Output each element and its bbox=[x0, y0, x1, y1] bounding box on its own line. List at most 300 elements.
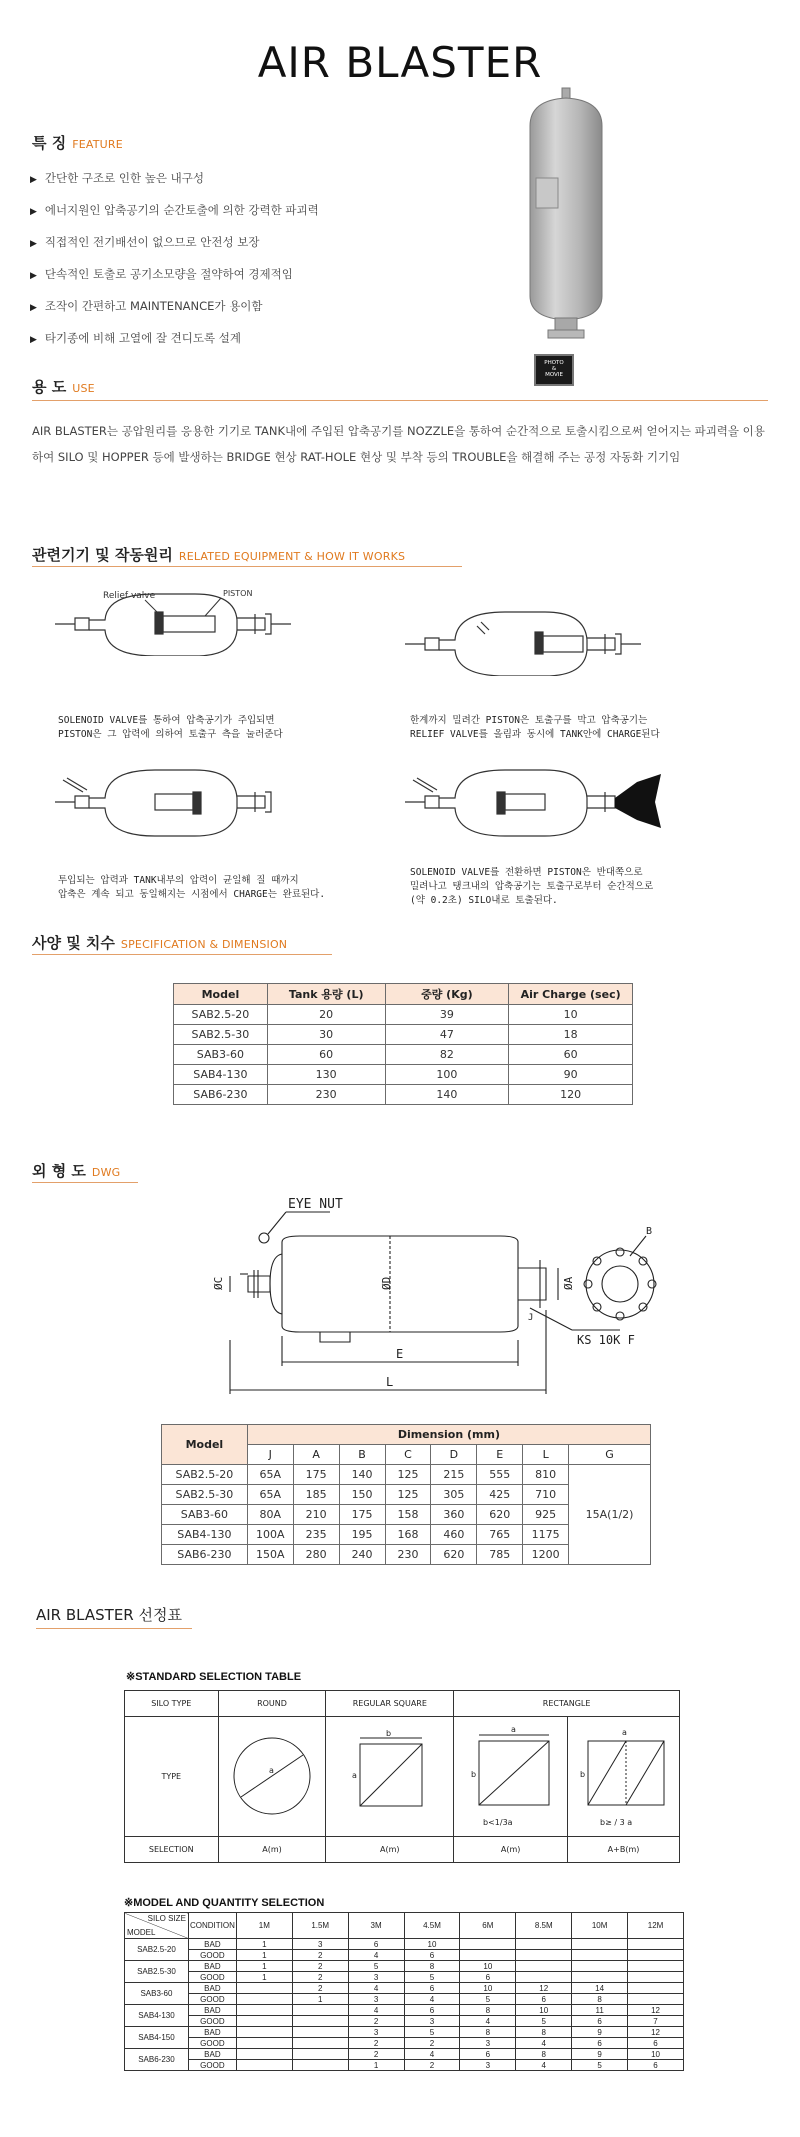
spec-cell: 10 bbox=[509, 1005, 633, 1025]
dimension-cell: 158 bbox=[385, 1505, 431, 1525]
relief-valve-label: Relief valve bbox=[103, 591, 156, 601]
silo-type-header: SILO TYPE bbox=[125, 1691, 219, 1717]
dimension-col-header: A bbox=[293, 1445, 339, 1465]
feature-item bbox=[30, 266, 319, 298]
bullet-triangle-icon: ▶ bbox=[30, 207, 37, 217]
caption-line: 밀려나고 탱크내의 압축공기는 토출구로부터 순간적으로 bbox=[410, 881, 654, 892]
dimension-group-header: Dimension (mm) bbox=[247, 1425, 650, 1445]
dimension-col-header: L bbox=[523, 1445, 569, 1465]
caption-line: (약 0.2초) SILO내로 토출된다. bbox=[410, 895, 558, 906]
table-row bbox=[162, 1465, 651, 1485]
spec-cell: SAB6-230 bbox=[174, 1085, 268, 1105]
dimension-cell: 230 bbox=[385, 1545, 431, 1565]
mq-quantity-cell: 6 bbox=[404, 1950, 460, 1961]
mq-quantity-cell bbox=[516, 1961, 572, 1972]
dimension-col-header: J bbox=[247, 1445, 293, 1465]
mq-quantity-cell: 1 bbox=[236, 1972, 292, 1983]
mq-quantity-cell bbox=[236, 2027, 292, 2038]
mq-quantity-cell: 3 bbox=[348, 1994, 404, 2005]
feature-item bbox=[30, 330, 319, 362]
ks-flange-label: KS 10K F bbox=[577, 1333, 635, 1347]
table-row bbox=[174, 1045, 633, 1065]
table-row bbox=[125, 1994, 684, 2005]
mq-quantity-cell: 8 bbox=[460, 2005, 516, 2016]
mq-quantity-cell: 5 bbox=[572, 2060, 628, 2071]
working-diagram-4 bbox=[405, 758, 665, 838]
rectangle-silo-diagram-2 bbox=[574, 1721, 674, 1831]
mq-corner-cell bbox=[125, 1913, 189, 1939]
mq-quantity-cell: 8 bbox=[460, 2027, 516, 2038]
spec-header: Air Charge (sec) bbox=[509, 984, 633, 1005]
dwg-heading-en: DWG bbox=[91, 1166, 121, 1179]
mq-quantity-cell bbox=[628, 1961, 684, 1972]
mq-size-header: 1M bbox=[236, 1913, 292, 1939]
spec-table bbox=[173, 983, 633, 1105]
mq-quantity-cell: 6 bbox=[516, 1994, 572, 2005]
working-diagram-1 bbox=[55, 584, 295, 656]
mq-quantity-cell: 1 bbox=[236, 1961, 292, 1972]
selection-header-row bbox=[125, 1691, 680, 1717]
mq-quantity-cell bbox=[292, 2038, 348, 2049]
mq-condition-header: CONDITION bbox=[188, 1913, 236, 1939]
spec-cell: SAB4-130 bbox=[174, 1065, 268, 1085]
mq-quantity-cell: 4 bbox=[460, 2016, 516, 2027]
mq-quantity-cell: 5 bbox=[404, 1972, 460, 1983]
mq-condition-cell: BAD bbox=[188, 2049, 236, 2060]
selection-heading: AIR BLASTER 선정표 bbox=[36, 1606, 182, 1624]
dimension-cell: 620 bbox=[477, 1505, 523, 1525]
dimension-cell: 555 bbox=[477, 1465, 523, 1485]
dimension-cell: 210 bbox=[293, 1505, 339, 1525]
use-heading-en: USE bbox=[72, 382, 95, 395]
dimension-col-header: G bbox=[569, 1445, 651, 1465]
mq-model-cell: SAB6-230 bbox=[125, 2049, 189, 2071]
feature-text: 타기종에 비해 고열에 잘 견디도록 설계 bbox=[44, 331, 241, 345]
mq-quantity-cell bbox=[236, 2005, 292, 2016]
spec-cell: 90 bbox=[509, 1065, 633, 1085]
rectangle-header: RECTANGLE bbox=[454, 1691, 680, 1717]
mq-quantity-cell: 7 bbox=[628, 2016, 684, 2027]
mq-quantity-cell: 10 bbox=[404, 1939, 460, 1950]
dimension-cell: 185 bbox=[293, 1485, 339, 1505]
table-row bbox=[125, 1983, 684, 1994]
spec-cell: 82 bbox=[385, 1045, 509, 1065]
dimension-cell: 175 bbox=[339, 1505, 385, 1525]
spec-heading-ko: 사양 및 치수 bbox=[32, 934, 115, 952]
mq-quantity-cell bbox=[236, 2049, 292, 2060]
mq-condition-cell: GOOD bbox=[188, 2060, 236, 2071]
spec-cell: 30 bbox=[267, 1025, 385, 1045]
table-row bbox=[125, 1961, 684, 1972]
spec-cell: 140 bbox=[385, 1085, 509, 1105]
dimension-cell: 460 bbox=[431, 1525, 477, 1545]
dimension-cell: 65A bbox=[247, 1465, 293, 1485]
mq-quantity-cell: 6 bbox=[572, 2038, 628, 2049]
dimension-cell: 1175 bbox=[523, 1525, 569, 1545]
feature-heading bbox=[32, 132, 123, 153]
diagram-2-caption bbox=[410, 714, 660, 742]
mq-quantity-cell: 11 bbox=[572, 2005, 628, 2016]
mq-quantity-cell: 6 bbox=[460, 2049, 516, 2060]
dimension-col-header: C bbox=[385, 1445, 431, 1465]
mq-quantity-cell: 8 bbox=[572, 1994, 628, 2005]
mq-quantity-cell: 4 bbox=[404, 2049, 460, 2060]
bullet-triangle-icon: ▶ bbox=[30, 303, 37, 313]
mq-model-cell: SAB3-60 bbox=[125, 1983, 189, 2005]
table-row bbox=[125, 1972, 684, 1983]
dimension-cell: 175 bbox=[293, 1465, 339, 1485]
photo-movie-label-1: PHOTO bbox=[544, 360, 564, 366]
mq-size-header: 8.5M bbox=[516, 1913, 572, 1939]
mq-model-cell: SAB4-130 bbox=[125, 2005, 189, 2027]
mq-corner-top: SILO SIZE bbox=[147, 1914, 186, 1923]
spec-cell: 18 bbox=[509, 1025, 633, 1045]
mq-quantity-cell bbox=[460, 1939, 516, 1950]
mq-quantity-cell: 2 bbox=[404, 2060, 460, 2071]
dimension-cell: 360 bbox=[431, 1505, 477, 1525]
dimension-cell: SAB4-130 bbox=[162, 1525, 248, 1545]
dimension-g-cell: 15A(1/2) bbox=[569, 1465, 651, 1565]
mq-quantity-cell bbox=[572, 1972, 628, 1983]
feature-text: 간단한 구조로 인한 높은 내구성 bbox=[44, 171, 204, 185]
mq-quantity-cell bbox=[628, 1939, 684, 1950]
feature-text: 단속적인 토출로 공기소모량을 절약하여 경제적임 bbox=[44, 267, 293, 281]
mq-quantity-cell: 6 bbox=[628, 2060, 684, 2071]
mq-model-cell: SAB2.5-30 bbox=[125, 1961, 189, 1983]
mq-size-header: 4.5M bbox=[404, 1913, 460, 1939]
dimension-cell: 150 bbox=[339, 1485, 385, 1505]
mq-condition-cell: BAD bbox=[188, 1939, 236, 1950]
diagram-1-caption bbox=[58, 714, 283, 742]
mq-quantity-cell bbox=[292, 2016, 348, 2027]
outline-drawing bbox=[200, 1190, 670, 1410]
mq-quantity-cell bbox=[236, 2016, 292, 2027]
spec-header: 중량 (Kg) bbox=[385, 984, 509, 1005]
mq-quantity-cell bbox=[572, 1950, 628, 1961]
mq-quantity-cell: 3 bbox=[348, 1972, 404, 1983]
table-row bbox=[125, 2027, 684, 2038]
spec-cell: 120 bbox=[509, 1085, 633, 1105]
spec-cell: SAB2.5-30 bbox=[174, 1025, 268, 1045]
table-row bbox=[125, 1950, 684, 1961]
mq-quantity-cell: 4 bbox=[516, 2060, 572, 2071]
dimension-col-header: D bbox=[431, 1445, 477, 1465]
round-shape-cell bbox=[218, 1717, 326, 1837]
use-divider bbox=[32, 400, 768, 401]
spec-cell: 20 bbox=[267, 1005, 385, 1025]
mq-quantity-cell bbox=[572, 1939, 628, 1950]
table-row bbox=[174, 1085, 633, 1105]
mq-quantity-cell: 5 bbox=[404, 2027, 460, 2038]
mq-quantity-cell: 12 bbox=[516, 1983, 572, 1994]
mq-quantity-cell: 6 bbox=[460, 1972, 516, 1983]
selection-value: A(m) bbox=[326, 1837, 454, 1863]
spec-cell: 39 bbox=[385, 1005, 509, 1025]
dimension-col-header: E bbox=[477, 1445, 523, 1465]
mq-size-header: 1.5M bbox=[292, 1913, 348, 1939]
mq-quantity-cell: 10 bbox=[460, 1983, 516, 1994]
rect2-a-top-label: a bbox=[621, 1727, 627, 1737]
phi-a-label: ØA bbox=[562, 1276, 575, 1290]
mq-condition-cell: BAD bbox=[188, 2027, 236, 2038]
working-diagram-2 bbox=[405, 604, 645, 676]
dimension-cell: 65A bbox=[247, 1485, 293, 1505]
mq-condition-cell: GOOD bbox=[188, 2038, 236, 2049]
table-row bbox=[125, 1939, 684, 1950]
dimension-cell: 1200 bbox=[523, 1545, 569, 1565]
mq-quantity-cell: 9 bbox=[572, 2049, 628, 2060]
mq-quantity-cell: 3 bbox=[348, 2027, 404, 2038]
table-row bbox=[125, 2049, 684, 2060]
spec-cell: 60 bbox=[267, 1045, 385, 1065]
table-row bbox=[125, 2005, 684, 2016]
square-silo-diagram bbox=[340, 1726, 440, 1826]
mq-quantity-cell: 1 bbox=[348, 2060, 404, 2071]
feature-item bbox=[30, 170, 319, 202]
dimension-model-header: Model bbox=[162, 1425, 248, 1465]
selection-value: A(m) bbox=[218, 1837, 326, 1863]
mq-quantity-cell: 12 bbox=[628, 2027, 684, 2038]
photo-movie-label-2: & bbox=[551, 366, 557, 372]
mq-quantity-cell: 2 bbox=[292, 1983, 348, 1994]
caption-line: RELIEF VALVE를 올림과 동시에 TANK안에 CHARGE된다 bbox=[410, 729, 660, 740]
mq-quantity-cell: 2 bbox=[292, 1950, 348, 1961]
mq-quantity-cell: 10 bbox=[460, 1961, 516, 1972]
mq-quantity-cell: 4 bbox=[516, 2038, 572, 2049]
feature-item bbox=[30, 234, 319, 266]
mq-quantity-cell: 8 bbox=[516, 2049, 572, 2060]
mq-size-header: 10M bbox=[572, 1913, 628, 1939]
mq-condition-cell: GOOD bbox=[188, 1950, 236, 1961]
mq-quantity-cell: 9 bbox=[572, 2027, 628, 2038]
photo-movie-button[interactable] bbox=[534, 354, 574, 386]
related-heading-ko: 관련기기 및 작동원리 bbox=[32, 546, 173, 564]
mq-condition-cell: GOOD bbox=[188, 2016, 236, 2027]
mq-quantity-cell bbox=[628, 1950, 684, 1961]
dimension-col-header: B bbox=[339, 1445, 385, 1465]
rectangle-shape-cell-1 bbox=[454, 1717, 568, 1837]
rect1-a-top-label: a bbox=[510, 1724, 516, 1734]
spec-cell: 100 bbox=[385, 1065, 509, 1085]
mq-header-row bbox=[125, 1913, 684, 1939]
j-label: J bbox=[528, 1313, 534, 1323]
selection-value-row bbox=[125, 1837, 680, 1863]
table-row bbox=[125, 2038, 684, 2049]
mq-size-header: 3M bbox=[348, 1913, 404, 1939]
dimension-cell: SAB3-60 bbox=[162, 1505, 248, 1525]
mq-quantity-cell: 3 bbox=[404, 2016, 460, 2027]
selection-value: A+B(m) bbox=[568, 1837, 680, 1863]
square-header: REGULAR SQUARE bbox=[326, 1691, 454, 1717]
rect2-b-label: b bbox=[579, 1769, 585, 1779]
dimension-cell: SAB2.5-20 bbox=[162, 1465, 248, 1485]
use-heading-ko: 용 도 bbox=[32, 378, 67, 396]
square-b-label: b bbox=[385, 1728, 391, 1738]
feature-heading-ko: 특 징 bbox=[32, 134, 67, 152]
table-row bbox=[174, 1065, 633, 1085]
dimension-table bbox=[161, 1424, 651, 1565]
diagram-3-caption bbox=[58, 874, 325, 902]
dwg-divider bbox=[32, 1182, 138, 1183]
mq-quantity-cell: 8 bbox=[404, 1961, 460, 1972]
mq-quantity-cell: 5 bbox=[516, 2016, 572, 2027]
dimension-group-header-row bbox=[162, 1425, 651, 1445]
table-row bbox=[125, 2016, 684, 2027]
bullet-triangle-icon: ▶ bbox=[30, 335, 37, 345]
dwg-heading-ko: 외 형 도 bbox=[32, 1162, 86, 1180]
mq-quantity-cell: 1 bbox=[236, 1939, 292, 1950]
square-shape-cell bbox=[326, 1717, 454, 1837]
mq-quantity-cell bbox=[628, 1972, 684, 1983]
dimension-cell: 125 bbox=[385, 1465, 431, 1485]
mq-quantity-cell: 6 bbox=[404, 2005, 460, 2016]
spec-cell: 47 bbox=[385, 1025, 509, 1045]
dwg-heading bbox=[32, 1160, 120, 1181]
feature-list bbox=[30, 170, 319, 362]
selection-divider bbox=[36, 1628, 192, 1629]
mq-quantity-cell: 2 bbox=[292, 1972, 348, 1983]
caption-line: SOLENOID VALVE를 전환하면 PISTON은 반대쪽으로 bbox=[410, 867, 643, 878]
mq-quantity-cell: 2 bbox=[292, 1961, 348, 1972]
phi-c-label: ØC bbox=[212, 1276, 225, 1290]
spec-cell: SAB3-60 bbox=[174, 1045, 268, 1065]
mq-corner-bottom: MODEL bbox=[127, 1928, 156, 1937]
mq-quantity-cell: 6 bbox=[572, 2016, 628, 2027]
air-blaster-photo bbox=[520, 86, 610, 348]
diagram-4-caption bbox=[410, 866, 653, 908]
spec-header: Tank 용량 (L) bbox=[267, 984, 385, 1005]
selection-type-row bbox=[125, 1717, 680, 1837]
dimension-cell: 215 bbox=[431, 1465, 477, 1485]
caption-line: PISTON은 그 압력에 의하여 토출구 측을 눌러준다 bbox=[58, 729, 283, 740]
feature-text: 직접적인 전기배선이 없으므로 안전성 보장 bbox=[44, 235, 260, 249]
feature-text: 에너지원인 압축공기의 순간토출에 의한 강력한 파괴력 bbox=[44, 203, 319, 217]
mq-quantity-cell: 14 bbox=[572, 1983, 628, 1994]
table-row bbox=[174, 1005, 633, 1025]
dimension-cell: 150A bbox=[247, 1545, 293, 1565]
bullet-triangle-icon: ▶ bbox=[30, 271, 37, 281]
mq-quantity-cell: 3 bbox=[460, 2060, 516, 2071]
spec-header: Model bbox=[174, 984, 268, 1005]
dimension-cell: 305 bbox=[431, 1485, 477, 1505]
photo-movie-label-3: MOVIE bbox=[545, 372, 563, 378]
square-a-label: a bbox=[351, 1770, 357, 1780]
dimension-cell: 195 bbox=[339, 1525, 385, 1545]
spec-cell: 60 bbox=[509, 1045, 633, 1065]
caption-line: 압축은 계속 되고 동일해지는 시점에서 CHARGE는 완료된다. bbox=[58, 889, 326, 900]
eye-nut-label: EYE NUT bbox=[288, 1197, 343, 1212]
mq-quantity-cell: 4 bbox=[348, 1950, 404, 1961]
dimension-cell: 235 bbox=[293, 1525, 339, 1545]
round-silo-diagram bbox=[227, 1731, 317, 1821]
mq-quantity-cell bbox=[572, 1961, 628, 1972]
mq-condition-cell: GOOD bbox=[188, 1972, 236, 1983]
mq-quantity-cell: 4 bbox=[348, 1983, 404, 1994]
mq-model-cell: SAB4-150 bbox=[125, 2027, 189, 2049]
table-row bbox=[174, 1025, 633, 1045]
mq-quantity-cell: 6 bbox=[404, 1983, 460, 1994]
type-label: TYPE bbox=[125, 1717, 219, 1837]
table-row bbox=[125, 2060, 684, 2071]
mq-condition-cell: BAD bbox=[188, 2005, 236, 2016]
feature-text: 조작이 간편하고 MAINTENANCE가 용이함 bbox=[44, 299, 263, 313]
mq-quantity-cell: 4 bbox=[348, 2005, 404, 2016]
dimension-cell: 810 bbox=[523, 1465, 569, 1485]
mq-condition-cell: BAD bbox=[188, 1983, 236, 1994]
mq-quantity-cell: 4 bbox=[404, 1994, 460, 2005]
b-label: B bbox=[646, 1226, 653, 1237]
dimension-cell: 168 bbox=[385, 1525, 431, 1545]
mq-quantity-cell: 2 bbox=[348, 2016, 404, 2027]
dimension-cell: 100A bbox=[247, 1525, 293, 1545]
model-quantity-title: ※MODEL AND QUANTITY SELECTION bbox=[124, 1897, 325, 1909]
model-quantity-table bbox=[124, 1912, 684, 2071]
dimension-cell: 240 bbox=[339, 1545, 385, 1565]
mq-model-cell: SAB2.5-20 bbox=[125, 1939, 189, 1961]
mq-quantity-cell: 3 bbox=[292, 1939, 348, 1950]
mq-quantity-cell bbox=[516, 1939, 572, 1950]
dimension-cell: 125 bbox=[385, 1485, 431, 1505]
dimension-cell: 710 bbox=[523, 1485, 569, 1505]
selection-label: SELECTION bbox=[125, 1837, 219, 1863]
mq-quantity-cell bbox=[236, 2060, 292, 2071]
mq-quantity-cell bbox=[236, 1983, 292, 1994]
spec-cell: 230 bbox=[267, 1085, 385, 1105]
mq-quantity-cell bbox=[460, 1950, 516, 1961]
dimension-cell: SAB2.5-30 bbox=[162, 1485, 248, 1505]
mq-quantity-cell bbox=[516, 1972, 572, 1983]
l-label: L bbox=[386, 1375, 394, 1389]
dimension-cell: 80A bbox=[247, 1505, 293, 1525]
rect1-note: b<1/3a bbox=[482, 1817, 513, 1827]
dimension-cell: 140 bbox=[339, 1465, 385, 1485]
spec-heading-en: SPECIFICATION & DIMENSION bbox=[120, 938, 288, 951]
mq-size-header: 12M bbox=[628, 1913, 684, 1939]
spec-header-row bbox=[174, 984, 633, 1005]
mq-quantity-cell: 2 bbox=[348, 2038, 404, 2049]
use-description: AIR BLASTER는 공압원리를 응용한 기기로 TANK내에 주입된 압축공기를 NOZZLE을 통하여 순간적으로 토출시킴으로써 얻어지는 파괴력을 이용하여 SILO 및 HOPPER 등에 발생하는 BRIDGE 현상 RAT-HOLE 현상 및 부착 등의 TROUBLE을 해결해 주는 공정 자동화 기기임 bbox=[32, 424, 765, 464]
dimension-cell: 785 bbox=[477, 1545, 523, 1565]
mq-size-header: 6M bbox=[460, 1913, 516, 1939]
mq-quantity-cell: 3 bbox=[460, 2038, 516, 2049]
dimension-cell: 765 bbox=[477, 1525, 523, 1545]
standard-selection-table bbox=[124, 1690, 680, 1863]
dimension-cell: 925 bbox=[523, 1505, 569, 1525]
mq-quantity-cell: 6 bbox=[628, 2038, 684, 2049]
caption-line: 투입되는 압력과 TANK내부의 압력이 균일해 질 때까지 bbox=[58, 875, 299, 886]
dimension-cell: SAB6-230 bbox=[162, 1545, 248, 1565]
mq-quantity-cell: 6 bbox=[348, 1939, 404, 1950]
feature-item bbox=[30, 298, 319, 330]
page-title: AIR BLASTER bbox=[257, 38, 543, 87]
phi-d-label: ØD bbox=[380, 1276, 393, 1290]
caption-line: 한계까지 밀려간 PISTON은 토출구를 막고 압축공기는 bbox=[410, 715, 648, 726]
bullet-triangle-icon: ▶ bbox=[30, 239, 37, 249]
mq-quantity-cell bbox=[292, 2060, 348, 2071]
mq-quantity-cell: 10 bbox=[628, 2049, 684, 2060]
rectangle-silo-diagram-1 bbox=[461, 1721, 561, 1831]
mq-quantity-cell: 8 bbox=[516, 2027, 572, 2038]
rect2-note: b≥ / 3 a bbox=[599, 1817, 632, 1827]
dimension-cell: 425 bbox=[477, 1485, 523, 1505]
caption-line: SOLENOID VALVE를 통하여 압축공기가 주입되면 bbox=[58, 715, 275, 726]
mq-quantity-cell bbox=[236, 1994, 292, 2005]
mq-quantity-cell: 1 bbox=[292, 1994, 348, 2005]
feature-heading-en: FEATURE bbox=[72, 138, 123, 151]
e-label: E bbox=[396, 1347, 404, 1361]
mq-quantity-cell bbox=[628, 1983, 684, 1994]
bullet-triangle-icon: ▶ bbox=[30, 175, 37, 185]
